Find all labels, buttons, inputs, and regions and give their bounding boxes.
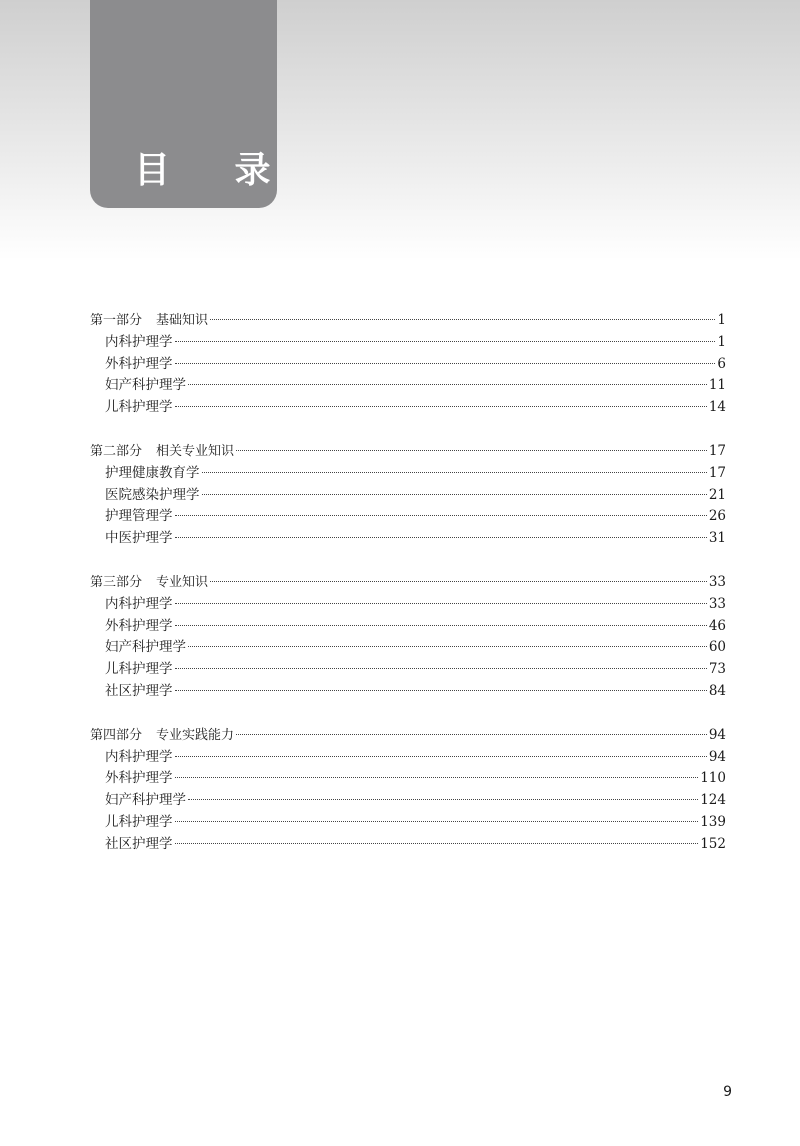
entry-label: 内科护理学 <box>105 748 173 765</box>
dot-leader <box>175 843 699 844</box>
toc-entry[interactable] <box>90 594 726 616</box>
page-ref: 60 <box>708 639 726 656</box>
page-ref: 33 <box>708 595 726 612</box>
page-ref: 73 <box>708 661 726 678</box>
page-ref: 152 <box>700 835 726 852</box>
dot-leader <box>210 581 707 582</box>
dot-leader <box>175 690 707 691</box>
part-name: 基础知识 <box>156 313 209 328</box>
toc-part-entry[interactable] <box>90 725 726 747</box>
entry-label: 社区护理学 <box>105 835 173 852</box>
toc-part-entry[interactable] <box>90 310 726 332</box>
toc-entry[interactable] <box>90 834 726 856</box>
page-ref: 139 <box>700 813 726 830</box>
dot-leader <box>175 406 707 407</box>
entry-label: 妇产科护理学 <box>105 792 186 809</box>
page-ref: 6 <box>717 355 726 372</box>
dot-leader <box>202 472 707 473</box>
entry-label: 儿科护理学 <box>105 399 173 416</box>
toc-section-2 <box>90 441 726 550</box>
toc-entry[interactable] <box>90 354 726 376</box>
page-ref: 33 <box>708 573 726 590</box>
dot-leader <box>175 668 707 669</box>
toc-entry[interactable] <box>90 681 726 703</box>
dot-leader <box>175 515 707 516</box>
toc-entry[interactable] <box>90 768 726 790</box>
dot-leader <box>202 494 707 495</box>
page-ref: 84 <box>708 682 726 699</box>
page-ref: 26 <box>708 508 726 525</box>
entry-label: 护理管理学 <box>105 508 173 525</box>
dot-leader <box>175 341 716 342</box>
dot-leader <box>188 384 707 385</box>
part-name: 专业实践能力 <box>156 727 235 743</box>
dot-leader <box>236 450 707 451</box>
toc-part-entry[interactable] <box>90 441 726 463</box>
page-ref: 31 <box>708 530 726 547</box>
page-ref: 17 <box>708 464 726 481</box>
dot-leader <box>175 537 707 538</box>
dot-leader <box>175 821 699 822</box>
toc-entry[interactable] <box>90 332 726 354</box>
page-ref: 94 <box>708 726 726 743</box>
toc-section-4 <box>90 725 726 856</box>
toc-entry[interactable] <box>90 659 726 681</box>
toc-entry[interactable] <box>90 637 726 659</box>
toc-part-entry[interactable] <box>90 572 726 594</box>
dot-leader <box>175 363 716 364</box>
toc-entry[interactable] <box>90 375 726 397</box>
part-label: 第四部分 <box>90 727 143 743</box>
entry-label: 外科护理学 <box>105 617 173 634</box>
entry-label: 妇产科护理学 <box>105 639 186 656</box>
page-ref: 21 <box>708 486 726 503</box>
entry-label: 外科护理学 <box>105 770 173 787</box>
toc-entry[interactable] <box>90 528 726 550</box>
dot-leader <box>175 756 707 757</box>
entry-label: 内科护理学 <box>105 595 173 612</box>
entry-label: 内科护理学 <box>105 333 173 350</box>
part-label: 第二部分 <box>90 443 143 459</box>
part-label: 第三部分 <box>90 574 143 590</box>
entry-label: 儿科护理学 <box>105 813 173 830</box>
page-ref: 124 <box>700 792 726 809</box>
dot-leader <box>236 734 707 735</box>
entry-label: 护理健康教育学 <box>105 464 200 481</box>
toc-entry[interactable] <box>90 747 726 769</box>
toc-entry[interactable] <box>90 463 726 485</box>
page-ref: 17 <box>708 442 726 459</box>
toc-section-3 <box>90 572 726 703</box>
page-ref: 110 <box>700 770 726 787</box>
dot-leader <box>175 603 707 604</box>
entry-label: 外科护理学 <box>105 355 173 372</box>
toc-entry[interactable] <box>90 397 726 419</box>
toc-entry[interactable] <box>90 485 726 507</box>
table-of-contents <box>90 310 726 878</box>
page-number: 9 <box>723 1084 732 1100</box>
toc-entry[interactable] <box>90 506 726 528</box>
dot-leader <box>188 646 707 647</box>
page-ref: 14 <box>708 399 726 416</box>
page-ref: 11 <box>708 377 726 394</box>
page-ref: 1 <box>717 312 726 328</box>
part-label: 第一部分 <box>90 313 143 328</box>
entry-label: 儿科护理学 <box>105 661 173 678</box>
dot-leader <box>188 799 698 800</box>
page-title: 目 录 <box>134 150 297 191</box>
entry-label: 妇产科护理学 <box>105 377 186 394</box>
entry-label: 医院感染护理学 <box>105 486 200 503</box>
dot-leader <box>175 625 707 626</box>
entry-label: 中医护理学 <box>105 530 173 547</box>
toc-entry[interactable] <box>90 616 726 638</box>
toc-entry[interactable] <box>90 812 726 834</box>
toc-entry[interactable] <box>90 790 726 812</box>
page-ref: 94 <box>708 748 726 765</box>
dot-leader <box>175 777 699 778</box>
toc-section-1 <box>90 310 726 419</box>
page-ref: 1 <box>717 333 726 350</box>
page-ref: 46 <box>708 617 726 634</box>
entry-label: 社区护理学 <box>105 682 173 699</box>
dot-leader <box>210 319 715 320</box>
part-name: 专业知识 <box>156 574 209 590</box>
part-name: 相关专业知识 <box>156 443 235 459</box>
